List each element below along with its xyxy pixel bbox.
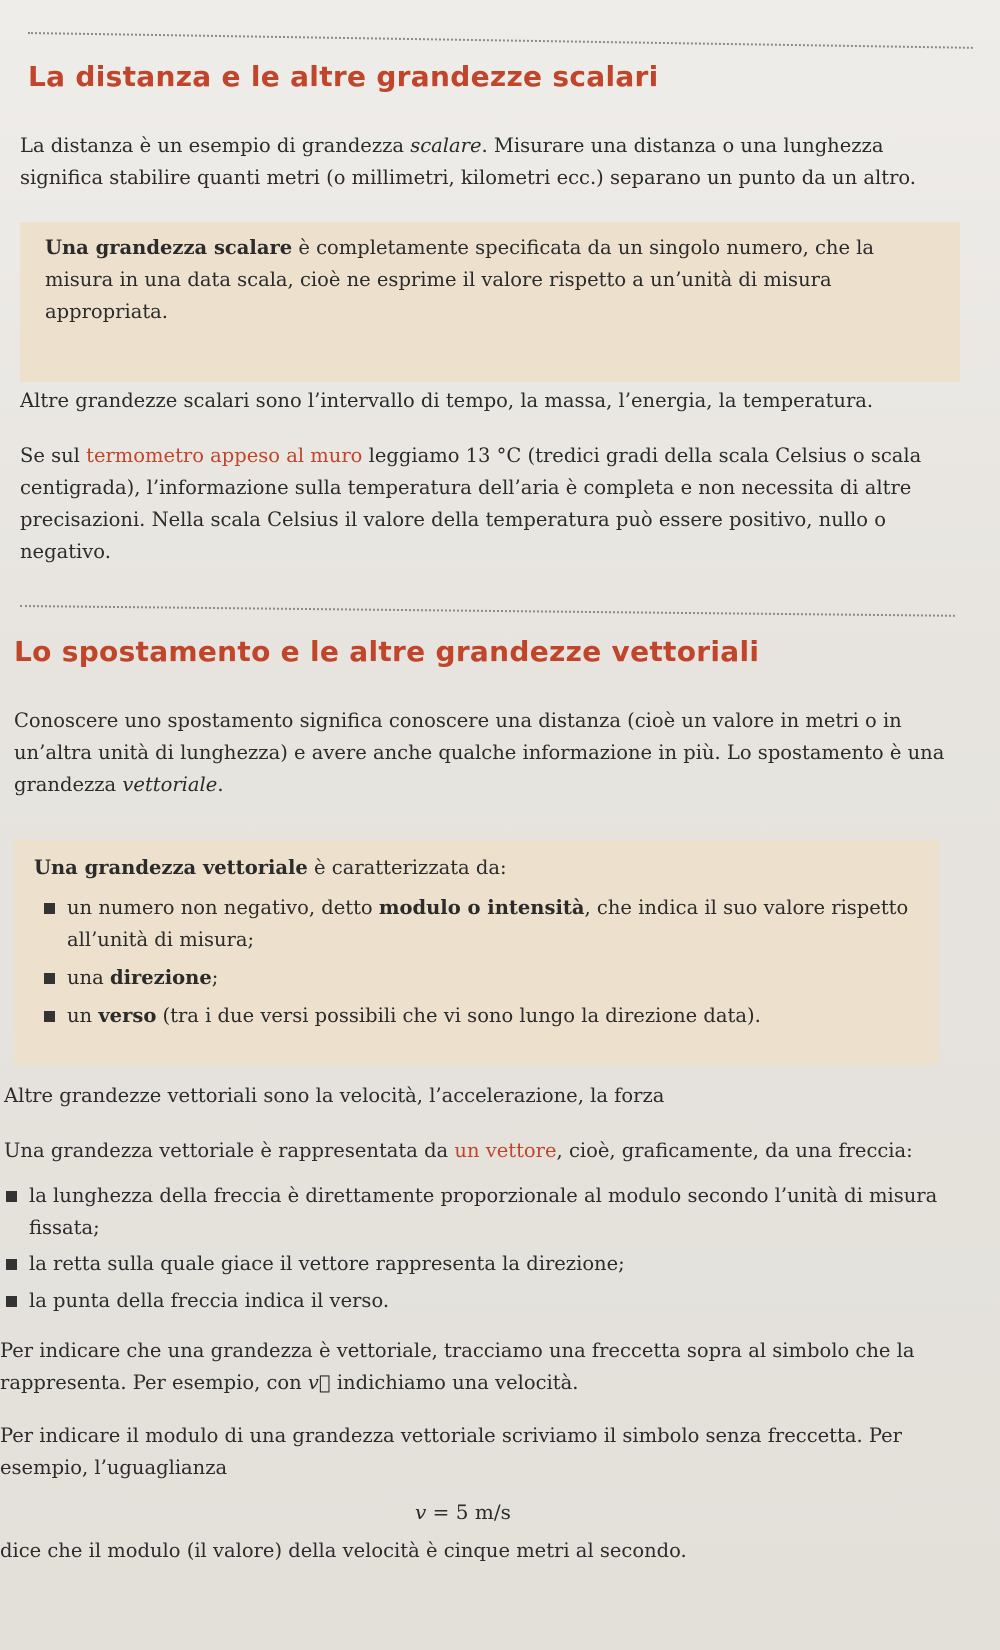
section2-paragraph-2: Altre grandezze vettoriali sono la velocità, l’accelerazione, la forza <box>4 1084 665 1107</box>
section1-paragraph-1-text-b: . Misurare una distanza o una lunghezza significa stabilire quanti metri (o millimetri, kilometri ecc.) separano un punto da un altro. <box>20 134 916 189</box>
link-termometro[interactable]: termometro appeso al muro <box>86 444 363 467</box>
formula-unit: m/s <box>474 1500 511 1524</box>
section2-paragraph-3-text-b: , cioè, graficamente, da una freccia: <box>556 1139 913 1162</box>
middle-dotted-divider <box>20 605 955 617</box>
definition-box-vector <box>14 840 939 1065</box>
section2-paragraph-1-text-a: Conoscere uno spostamento significa conoscere una distanza (cioè un valore in metri o in un’altra unità di lunghezza) e avere anche qualche informazione in più. Lo spostamento è una grandezza <box>14 709 945 796</box>
section1-paragraph-1-text-a: La distanza è un esempio di grandezza <box>20 134 411 157</box>
section2-paragraph-6: dice che il modulo (il valore) della velocità è cinque metri al secondo. <box>0 1539 687 1562</box>
arrow-list-item-2 <box>6 1248 941 1280</box>
bullet-square-icon <box>6 1259 17 1270</box>
vector-property-direzione <box>14 956 939 994</box>
definition-body-vector: è caratterizzata da: <box>307 856 507 879</box>
top-dotted-divider <box>28 32 973 49</box>
section1-paragraph-3-text-b: leggiamo 13 °C (tredici gradi della scala Celsius o scala centigrada), l’informazione sulla temperatura dell’aria è completa e non necessita di altre precisazioni. Nella scala Celsius il valore della temperatura può essere positivo, nullo o negativo. <box>20 444 922 563</box>
formula-equals: = 5 <box>426 1500 475 1524</box>
bullet-square-icon <box>6 1191 17 1202</box>
vector-property-text: un numero non negativo, detto modulo o intensità, che indica il suo valore rispetto all’unità di misura; <box>67 896 909 951</box>
formula-variable: v <box>415 1500 427 1524</box>
arrow-list-text: la punta della freccia indica il verso. <box>29 1289 390 1312</box>
vector-property-verso <box>14 994 939 1032</box>
bullet-square-icon <box>44 1011 55 1022</box>
section1-paragraph-3 <box>20 440 970 568</box>
definition-term-scalar: Una grandezza scalare <box>45 236 293 259</box>
section2-paragraph-3-text-a: Una grandezza vettoriale è rappresentata da <box>4 1139 455 1162</box>
definition-term-vector: Una grandezza vettoriale <box>34 856 308 879</box>
link-vettore[interactable]: un vettore <box>454 1139 557 1162</box>
bullet-square-icon <box>6 1296 17 1307</box>
section1-heading: La distanza e le altre grandezze scalari <box>28 60 659 93</box>
vector-symbol-v: v⃗ <box>307 1371 331 1394</box>
bullet-square-icon <box>44 903 55 914</box>
arrow-list-item-3 <box>6 1285 941 1317</box>
term-vettoriale: vettoriale <box>122 773 218 796</box>
bullet-square-icon <box>44 973 55 984</box>
arrow-list-item-1 <box>6 1180 941 1244</box>
definition-text-scalar <box>20 222 960 338</box>
section1-paragraph-1 <box>20 130 970 194</box>
definition-text-vector <box>14 840 939 884</box>
section1-paragraph-2: Altre grandezze scalari sono l’intervallo di tempo, la massa, l’energia, la temperatura. <box>20 389 874 412</box>
section2-heading: Lo spostamento e le altre grandezze vettoriali <box>14 635 760 668</box>
section2-paragraph-4-text-a: Per indicare che una grandezza è vettoriale, tracciamo una freccetta sopra al simbolo che la rappresenta. Per esempio, con <box>0 1339 915 1394</box>
arrow-list-text: la retta sulla quale giace il vettore rappresenta la direzione; <box>29 1252 625 1275</box>
term-scalare: scalare <box>410 134 482 157</box>
vector-property-text: un verso (tra i due versi possibili che vi sono lungo la direzione data). <box>67 1004 761 1027</box>
definition-box-scalar <box>20 222 960 382</box>
section2-paragraph-1 <box>14 705 969 801</box>
section1-paragraph-3-text-a: Se sul <box>20 444 87 467</box>
arrow-list-text: la lunghezza della freccia è direttamente proporzionale al modulo secondo l’unità di misura fissata; <box>29 1184 938 1239</box>
vector-property-modulo <box>14 884 939 956</box>
velocity-formula <box>415 1500 511 1524</box>
section2-paragraph-4 <box>0 1335 945 1399</box>
section2-paragraph-4-text-b: indichiamo una velocità. <box>330 1371 579 1394</box>
definition-body-scalar: è completamente specificata da un singolo numero, che la misura in una data scala, cioè ne esprime il valore rispetto a un’unità di misura appropriata. <box>45 236 875 323</box>
vector-property-text: una direzione; <box>67 966 219 989</box>
section2-paragraph-3 <box>4 1135 969 1167</box>
section2-paragraph-1-text-b: . <box>217 773 224 796</box>
section2-paragraph-5: Per indicare il modulo di una grandezza vettoriale scriviamo il simbolo senza freccetta. Per esempio, l’uguaglianza <box>0 1424 902 1479</box>
